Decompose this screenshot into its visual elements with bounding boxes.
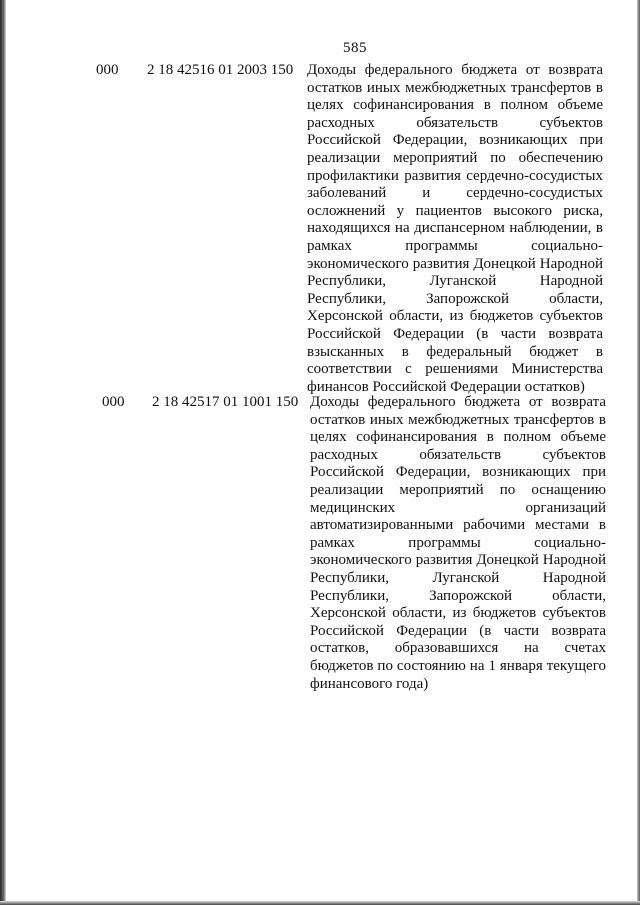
- scan-edge-bottom: [0, 901, 640, 905]
- admin-code: 000: [96, 62, 119, 78]
- page-number: 585: [343, 40, 367, 56]
- admin-code: 000: [102, 394, 125, 410]
- entry-description: Доходы федерального бюджета от возврата остатков иных межбюджетных трансфертов в целях софинансирования в полном объеме расходных обязательств субъектов Российской Федерации, возникающих при реализации мероприятий по оснащению медицинских организаций автоматизированными рабочими местами в рамках программы социально-экономического развития Донецкой Народной Республики, Луганской Народной Республики, Запорожской области, Херсонской области, из бюджетов субъектов Российской Федерации (в части возврата остатков, образовавшихся на счетах бюджетов по состоянию на 1 января текущего финансового года): [310, 394, 606, 692]
- scan-edge-left: [0, 0, 6, 905]
- entry-description: Доходы федерального бюджета от возврата остатков иных межбюджетных трансфертов в целях софинансирования в полном объеме расходных обязательств субъектов Российской Федерации, возникающих при реализации мероприятий по обеспечению профилактики развития сердечно-сосудистых заболеваний и сердечно-сосудистых осложнений у пациентов высокого риска, находящихся на диспансерном наблюдении, в рамках программы социально-экономического развития Донецкой Народной Республики, Луганской Народной Республики, Запорожской области, Херсонской области, из бюджетов субъектов Российской Федерации (в части возврата взысканных в федеральный бюджет в соответствии с решениями Министерства финансов Российской Федерации остатков): [307, 62, 603, 395]
- kbk-code: 2 18 42516 01 2003 150: [147, 62, 294, 78]
- kbk-code: 2 18 42517 01 1001 150: [152, 394, 299, 410]
